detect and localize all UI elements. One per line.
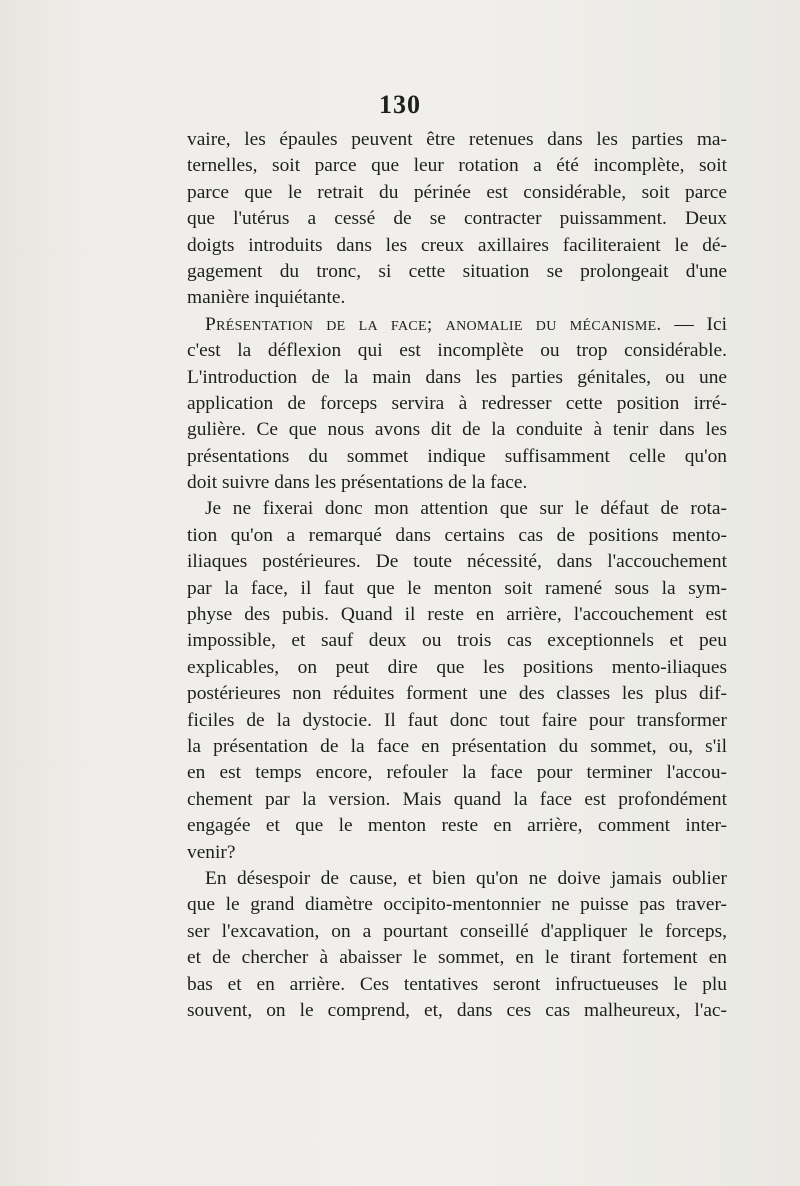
text-line: ser l'excavation, on a pourtant conseillé d'appliquer le forceps, (187, 920, 727, 942)
text-line: doit suivre dans les présentations de la face. (187, 472, 528, 494)
paragraph-1 (187, 127, 727, 312)
text-line: manière inquiétante. (187, 287, 346, 309)
text-line: Je ne fixerai donc mon attention que sur le défaut de rota- (205, 498, 727, 520)
text-line: c'est la déflexion qui est incomplète ou trop considérable. (187, 340, 727, 362)
text-line: par la face, il faut que le menton soit ramené sous la sym- (187, 577, 727, 599)
text-line: gagement du tronc, si cette situation se prolongeait d'une (187, 260, 727, 282)
text-line: et de chercher à abaisser le sommet, en le tirant fortement en (187, 947, 727, 969)
text-line: bas et en arrière. Ces tentatives seront infructueuses le plu (187, 973, 727, 995)
text-line: doigts introduits dans les creux axillaires faciliteraient le dé- (187, 234, 727, 256)
paragraph-2 (187, 312, 727, 497)
text-line: engagée et que le menton reste en arrière, comment inter- (187, 815, 727, 837)
page-number: 130 (379, 90, 421, 119)
section-heading-line (187, 312, 727, 338)
text-line: ternelles, soit parce que leur rotation a été incomplète, soit (187, 155, 727, 177)
paragraph-3 (187, 496, 727, 865)
body-text (187, 127, 727, 1024)
text-line: chement par la version. Mais quand la face est profondément (187, 788, 727, 810)
text-line: tion qu'on a remarqué dans certains cas de positions mento- (187, 524, 727, 546)
text-line: parce que le retrait du périnée est considérable, soit parce (187, 181, 727, 203)
paragraph-4 (187, 866, 727, 1024)
text-line: souvent, on le comprend, et, dans ces cas malheureux, l'ac- (187, 999, 727, 1021)
text-line: que le grand diamètre occipito-mentonnier ne puisse pas traver- (187, 894, 727, 916)
text-line: gulière. Ce que nous avons dit de la conduite à tenir dans les (187, 419, 727, 441)
text-line: L'introduction de la main dans les parties génitales, ou une (187, 366, 727, 388)
text-line: application de forceps servira à redresser cette position irré- (187, 392, 727, 414)
text-line: explicables, on peut dire que les positions mento-iliaques (187, 656, 727, 678)
text-line: la présentation de la face en présentation du sommet, ou, s'il (187, 735, 727, 757)
text-line: iliaques postérieures. De toute nécessité, dans l'accouchement (187, 551, 727, 573)
text-line: postérieures non réduites forment une des classes les plus dif- (187, 683, 727, 705)
heading-continuation: — Ici (661, 313, 727, 335)
text-line: physe des pubis. Quand il reste en arrière, l'accouchement est (187, 604, 727, 626)
text-line: que l'utérus a cessé de se contracter puissamment. Deux (187, 208, 727, 230)
text-line: ficiles de la dystocie. Il faut donc tout faire pour transformer (187, 709, 727, 731)
text-line: venir? (187, 841, 236, 863)
section-heading: Présentation de la face; anomalie du mécanisme. (205, 313, 662, 335)
text-line: vaire, les épaules peuvent être retenues dans les parties ma- (187, 129, 727, 150)
text-line: En désespoir de cause, et bien qu'on ne doive jamais oublier (205, 867, 727, 889)
text-line: présentations du sommet indique suffisamment celle qu'on (187, 445, 727, 467)
text-line: en est temps encore, refouler la face pour terminer l'accou- (187, 762, 727, 784)
text-line: impossible, et sauf deux ou trois cas exceptionnels et peu (187, 630, 727, 652)
